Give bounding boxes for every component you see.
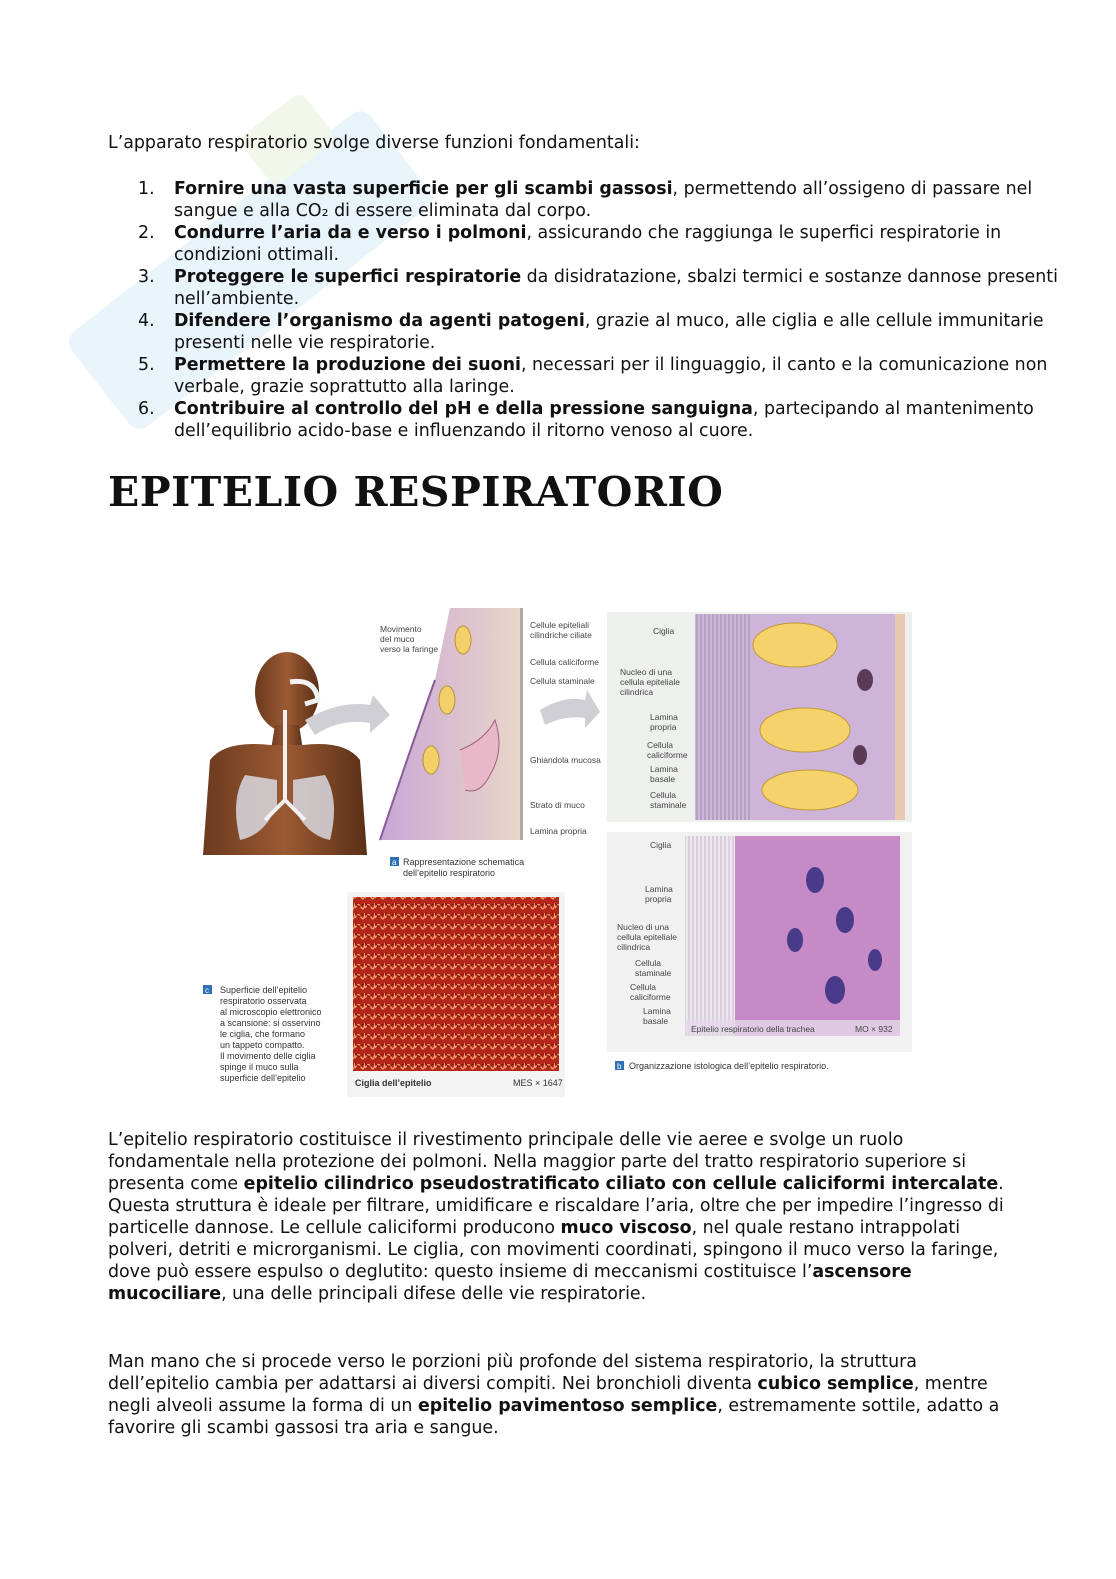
svg-text:Cellule epitelialicilindriche: Cellule epiteliali cilindriche ciliate <box>530 620 592 640</box>
svg-text:Ghiandola mucosa: Ghiandola mucosa <box>530 755 601 765</box>
svg-text:Ciglia dell’epitelio: Ciglia dell’epitelio <box>355 1078 432 1088</box>
svg-text:Strato di muco: Strato di muco <box>530 800 585 810</box>
svg-text:Organizzazione istologica dell: Organizzazione istologica dell’epitelio respiratorio. <box>629 1061 829 1071</box>
intro-text: L’apparato respiratorio svolge diverse funzioni fondamentali: <box>108 133 640 153</box>
svg-text:Cellulastaminale: Cellula staminale <box>635 958 672 978</box>
svg-text:Laminabasale: Lamina basale <box>643 1006 671 1026</box>
svg-text:Movimentodel mucoverso la fari: Movimento del muco verso la faringe <box>380 624 439 654</box>
svg-text:MES × 1647: MES × 1647 <box>513 1078 563 1088</box>
respiratory-epithelium-figure <box>195 600 920 1110</box>
arrow-icon <box>540 690 600 728</box>
sem-micrograph <box>347 892 565 1097</box>
function-item-5: Permettere la produzione dei suoni, necessari per il linguaggio, il canto e la comunicazione non verbale, grazie soprattutto alla laringe. <box>174 355 1048 397</box>
svg-text:Superficie dell’epitelio: Superficie dell’epitelio respiratorio osservata al microscopio elettronico a scansione: si osservino le ciglia, che formano un tappeto compatto. Il movimento delle ciglia spinge il muco sulla superficie dell’epitelio <box>220 985 322 1083</box>
svg-text:a: a <box>392 858 397 867</box>
paragraph-epithelium: L’epitelio respiratorio costituisce il rivestimento principale delle vie aeree e svolge un ruolo fondamentale nella protezione dei polmoni. Nella maggior parte del tratto respiratorio superiore si presenta come epitelio cilindrico pseudostratificato ciliato con cellule caliciformi intercalate. Questa struttura è ideale per filtrare, umidificare e riscaldare l’aria, oltre che per impedire l’ingresso di particelle dannose. Le cellule caliciformi producono muco viscoso, nel quale restano intrappolati polveri, detriti e microrganismi. Le ciglia, con movimenti coordinati, spingono il muco verso la faringe, dove può essere espulso o deglutito: questo insieme di meccanismi costituisce l’ascensore mucociliare, una delle principali difese delle vie respiratorie. <box>108 1130 1004 1304</box>
svg-text:Ciglia: Ciglia <box>653 626 675 636</box>
svg-text:Rappresentazione schematicadel: Rappresentazione schematica dell’epitelio respiratorio <box>403 857 525 878</box>
svg-text:b: b <box>617 1062 622 1071</box>
svg-text:Laminabasale: Lamina basale <box>650 764 678 784</box>
paragraph-deeper-portions: Man mano che si procede verso le porzioni più profonde del sistema respiratorio, la struttura dell’epitelio cambia per adattarsi ai diversi compiti. Nei bronchioli diventa cubico semplice, mentre negli alveoli assume la forma di un epitelio pavimentoso semplice, estremamente sottile, adatto a favorire gli scambi gassosi tra aria e sangue. <box>108 1352 1000 1438</box>
svg-text:Cellulastaminale: Cellula staminale <box>650 790 687 810</box>
svg-text:Laminapropria: Lamina propria <box>645 884 673 904</box>
svg-text:Ciglia: Ciglia <box>650 840 672 850</box>
function-item-6: Contribuire al controllo del pH e della pressione sanguigna, partecipando al mantenimento dell’equilibrio acido-base e influenzando il ritorno venoso al cuore. <box>174 399 1034 441</box>
section-heading: EPITELIO RESPIRATORIO <box>108 468 724 516</box>
svg-text:Cellula caliciforme: Cellula caliciforme <box>530 657 599 667</box>
svg-text:Nucleo di unacellula epitelial: Nucleo di una cellula epiteliale cilindrica <box>617 922 678 952</box>
function-item-1: Fornire una vasta superficie per gli scambi gassosi, permettendo all’ossigeno di passare nel sangue e alla CO₂ di essere eliminata dal corpo. <box>174 179 1033 221</box>
torso-illustration <box>203 652 367 855</box>
svg-text:Nucleo di unacellula epitelial: Nucleo di una cellula epiteliale cilindrica <box>620 667 681 697</box>
svg-text:MO × 932: MO × 932 <box>855 1024 893 1034</box>
svg-text:c: c <box>205 986 209 995</box>
function-item-3: Proteggere le superfici respiratorie da disidratazione, sbalzi termici e sostanze dannose presenti nell’ambiente. <box>174 267 1058 309</box>
svg-text:Cellulacaliciforme: Cellula caliciforme <box>630 982 671 1002</box>
histology-bottom-panel <box>607 832 912 1052</box>
svg-text:Cellulacaliciforme: Cellula caliciforme <box>647 740 688 760</box>
functions-list <box>108 178 1074 442</box>
svg-text:Lamina propria: Lamina propria <box>530 826 587 836</box>
function-item-4: Difendere l’organismo da agenti patogeni, grazie al muco, alle ciglia e alle cellule immunitarie presenti nelle vie respiratorie. <box>174 311 1044 353</box>
function-item-2: Condurre l’aria da e verso i polmoni, assicurando che raggiunga le superfici respiratorie in condizioni ottimali. <box>174 223 1002 265</box>
svg-text:Cellula staminale: Cellula staminale <box>530 676 595 686</box>
svg-text:Laminapropria: Lamina propria <box>650 712 678 732</box>
svg-text:Epitelio respiratorio della tr: Epitelio respiratorio della trachea <box>691 1024 815 1034</box>
histology-top-panel <box>607 612 912 822</box>
